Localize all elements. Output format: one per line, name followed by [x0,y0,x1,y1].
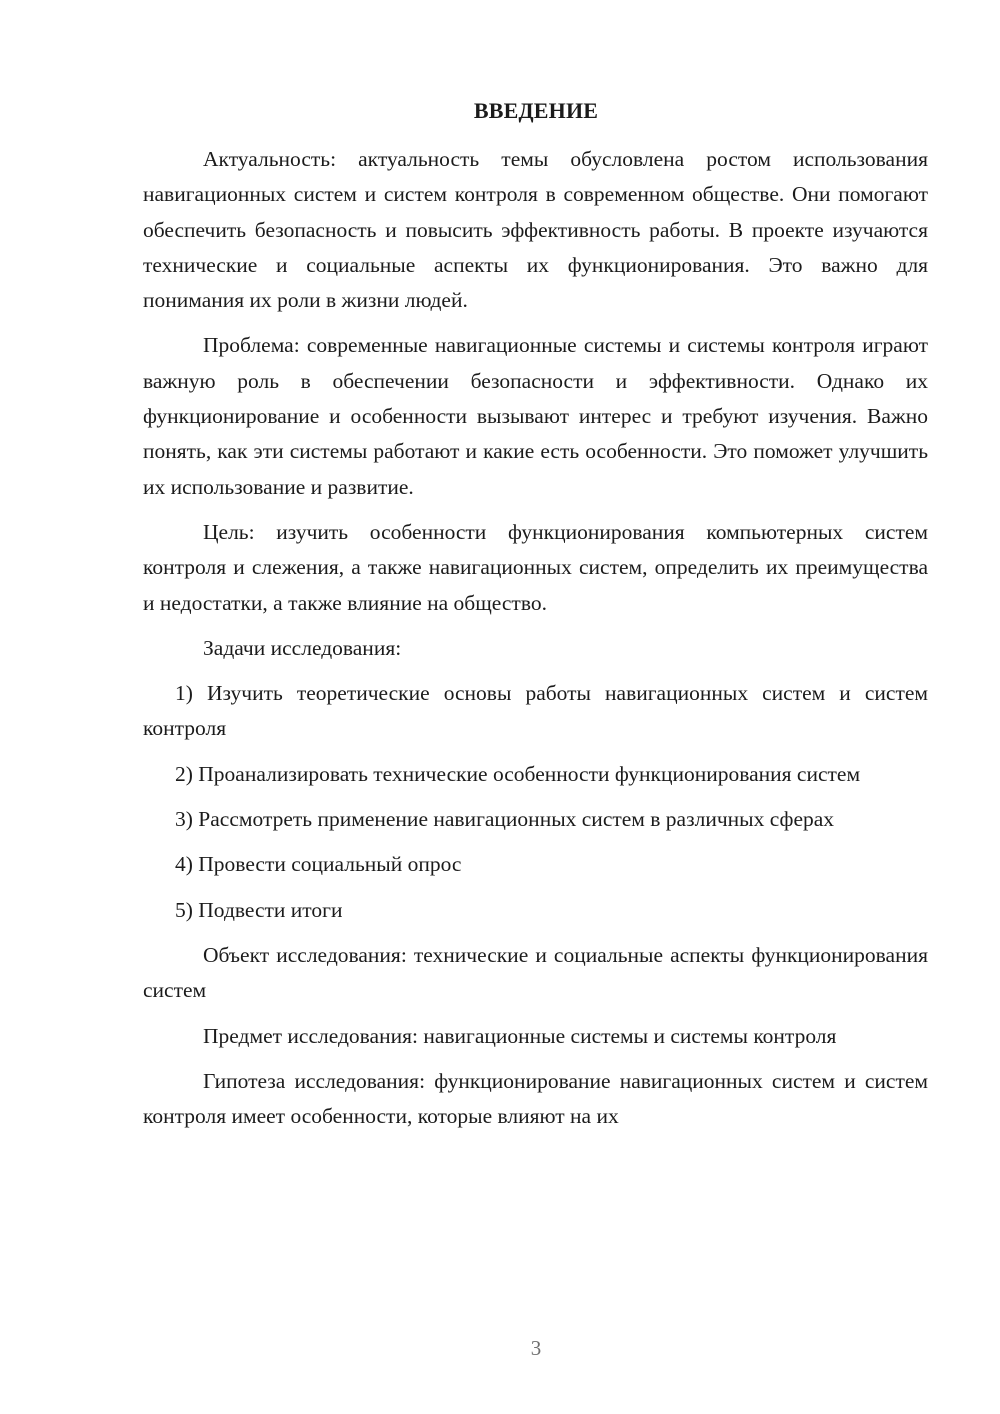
paragraph-object: Объект исследования: технические и социальные аспекты функционирования систем [143,942,928,1003]
task-item-2: 2) Проанализировать технические особенности функционирования систем [175,761,861,786]
paragraph-subject: Предмет исследования: навигационные системы и системы контроля [203,1023,837,1048]
page-number: 3 [530,1336,542,1360]
body-text [143,142,928,1144]
task-item-1: 1) Изучить теоретические основы работы навигационных систем и систем контроля [143,681,928,741]
paragraph-problem: Проблема: современные навигационные системы и системы контроля играют важную роль в обеспечении безопасности и эффективности. Однако их функционирование и особенности вызывают интерес и требуют изучения. Важно понять, как эти системы работают и какие есть особенности. Это поможет улучшить их использование и развитие. [143,333,928,499]
task-item-3: 3) Рассмотреть применение навигационных систем в различных сферах [175,807,835,832]
task-item-4: 4) Провести социальный опрос [175,852,462,877]
paragraph-goal: Цель: изучить особенности функционирования компьютерных систем контроля и слежения, а также навигационных систем, определить их преимущества и недостатки, а также влияние на общество. [143,519,928,615]
paragraph-tasks-heading: Задачи исследования: [203,635,402,660]
section-title: ВВЕДЕНИЕ [473,98,599,123]
paragraph-relevance: Актуальность: актуальность темы обусловлена ростом использования навигационных систем и систем контроля в современном обществе. Они помогают обеспечить безопасность и повысить эффективность работы. В проекте изучаются технические и социальные аспекты их функционирования. Это важно для понимания их роли в жизни людей. [143,147,928,313]
paragraph-hypothesis: Гипотеза исследования: функционирование навигационных систем и систем контроля имеет особенности, которые влияют на их [143,1068,928,1129]
task-item-5: 5) Подвести итоги [175,897,343,922]
